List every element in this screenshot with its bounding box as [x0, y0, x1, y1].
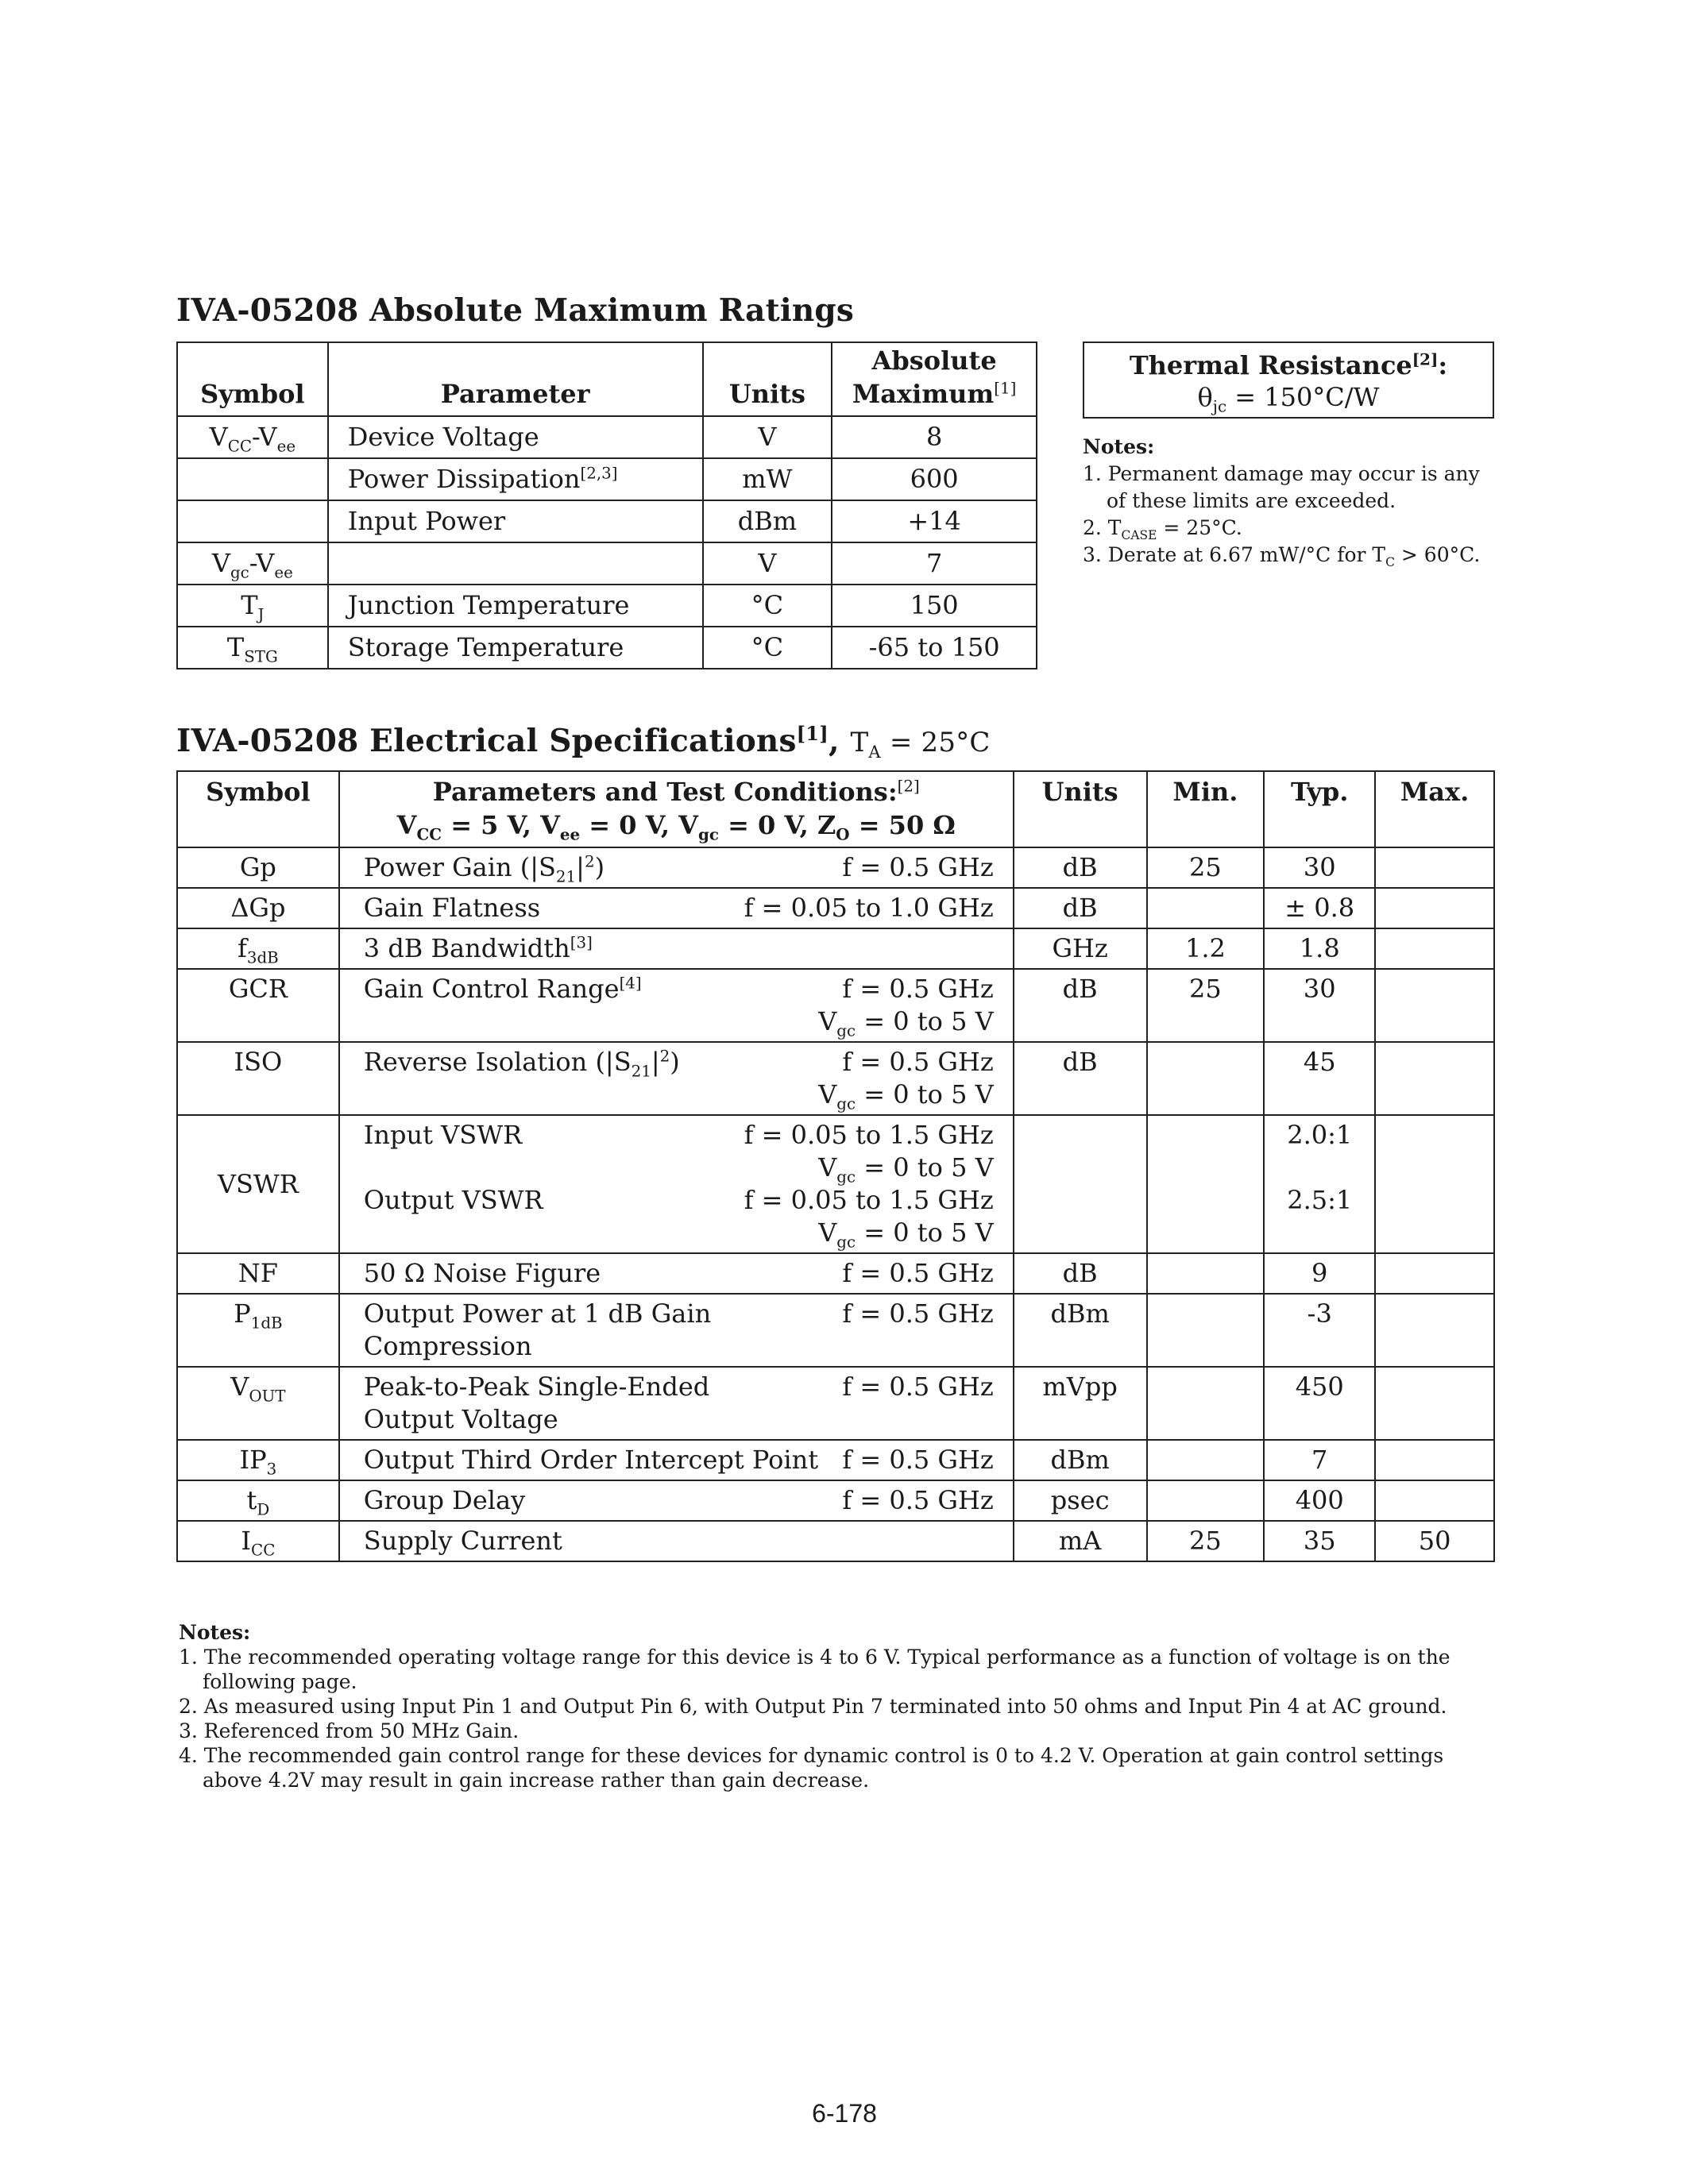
es-min: 25	[1147, 847, 1265, 888]
table-row	[177, 585, 1037, 627]
es-symbol: NF	[177, 1253, 339, 1294]
es-units: GHz	[1014, 928, 1147, 969]
es-typ: 450	[1264, 1367, 1375, 1440]
es-typ: ± 0.8	[1264, 888, 1375, 928]
es-parameter: Output Third Order Intercept Point f = 0.5 GHz	[339, 1440, 1014, 1480]
es-units: dB	[1014, 888, 1147, 928]
es-symbol: $f_{3dB}$	[177, 928, 339, 969]
es-min: 25	[1147, 1521, 1265, 1561]
es-max	[1375, 1115, 1494, 1253]
es-min	[1147, 1253, 1265, 1294]
amr-parameter: Device Voltage	[328, 416, 703, 458]
es-max	[1375, 1253, 1494, 1294]
amr-notes	[1083, 434, 1496, 569]
amr-symbol: $T_{STG}$	[177, 627, 328, 669]
amr-value: 7	[832, 542, 1037, 585]
es-symbol: ΔGp	[177, 888, 339, 928]
thermal-resistance-box	[1083, 341, 1494, 419]
es-parameter: Gain Flatness f = 0.05 to 1.0 GHz	[339, 888, 1014, 928]
es-units	[1014, 1115, 1147, 1253]
table-row	[177, 458, 1037, 500]
es-note-2: 2. As measured using Input Pin 1 and Output Pin 6, with Output Pin 7 terminated into 50 ohms and Input Pin 4 at AC ground.	[179, 1695, 1447, 1718]
amr-symbol	[177, 500, 328, 542]
amr-units: V	[703, 542, 832, 585]
electrical-specifications-table	[176, 770, 1495, 1562]
es-typ: 7	[1264, 1440, 1375, 1480]
es-max	[1375, 928, 1494, 969]
es-min: 25	[1147, 969, 1265, 1042]
es-parameter: Group Delay f = 0.5 GHz	[339, 1480, 1014, 1521]
es-symbol: GCR	[177, 969, 339, 1042]
amr-parameter: Junction Temperature	[328, 585, 703, 627]
es-parameter: Output Power at 1 dB Gain f = 0.5 GHz Compression	[339, 1294, 1014, 1367]
es-header-symbol: Symbol	[177, 771, 339, 847]
es-parameter: Peak-to-Peak Single-Ended f = 0.5 GHz Output Voltage	[339, 1367, 1014, 1440]
table-row	[177, 627, 1037, 669]
table-row	[177, 416, 1037, 458]
es-header-units: Units	[1014, 771, 1147, 847]
absolute-maximum-ratings-table	[176, 341, 1037, 669]
es-symbol: $IP_3$	[177, 1440, 339, 1480]
es-symbol: $I_{CC}$	[177, 1521, 339, 1561]
table-row	[177, 1480, 1494, 1521]
amr-units: V	[703, 416, 832, 458]
es-units: dBm	[1014, 1294, 1147, 1367]
amr-header-row	[177, 342, 1037, 416]
es-header-typ: Typ.	[1264, 771, 1375, 847]
page-number: 6-178	[812, 2099, 877, 2128]
es-units: dBm	[1014, 1440, 1147, 1480]
es-min: 1.2	[1147, 928, 1265, 969]
es-max	[1375, 1480, 1494, 1521]
es-note-4: 4. The recommended gain control range for these devices for dynamic control is 0 to 4.2 V. Operation at gain control settings above 4.2V may result in gain increase rather than gain decrease.	[179, 1744, 1444, 1792]
table-row	[177, 847, 1494, 888]
es-min	[1147, 1480, 1265, 1521]
table-row	[177, 1115, 1494, 1253]
amr-note-3: 3. Derate at 6.67 mW/°C for $T_C > 60^\circ C$.	[1083, 543, 1481, 569]
amr-header-absolute-maximum: Absolute Maximum[1]	[832, 342, 1037, 416]
es-typ: 9	[1264, 1253, 1375, 1294]
amr-header-units: Units	[703, 342, 832, 416]
amr-notes-heading: Notes:	[1083, 435, 1155, 458]
table-row	[177, 888, 1494, 928]
es-typ: 35	[1264, 1521, 1375, 1561]
es-typ: -3	[1264, 1294, 1375, 1367]
es-symbol: ISO	[177, 1042, 339, 1115]
table-row	[177, 1440, 1494, 1480]
es-typ: 2.0:1 2.5:1	[1264, 1115, 1375, 1253]
es-units: dB	[1014, 969, 1147, 1042]
es-min	[1147, 1367, 1265, 1440]
amr-value: 8	[832, 416, 1037, 458]
amr-units: mW	[703, 458, 832, 500]
es-max	[1375, 847, 1494, 888]
amr-symbol: $V_{gc}-V_{ee}$	[177, 542, 328, 585]
es-parameter: Gain Control Range[4] f = 0.5 GHz $V_{gc} = 0$ to 5 V	[339, 969, 1014, 1042]
es-notes	[179, 1620, 1497, 1792]
amr-parameter: Storage Temperature	[328, 627, 703, 669]
amr-note-2: 2. $T_{CASE} = 25^\circ C$.	[1083, 516, 1242, 542]
es-note-1: 1. The recommended operating voltage range for this device is 4 to 6 V. Typical performance as a function of voltage is on the following page.	[179, 1646, 1450, 1693]
amr-value: 600	[832, 458, 1037, 500]
es-title: IVA-05208 Electrical Specifications[1], $T_A = 25^\circ C$	[176, 722, 991, 762]
es-note-3: 3. Referenced from 50 MHz Gain.	[179, 1719, 520, 1742]
es-max	[1375, 1440, 1494, 1480]
es-max	[1375, 1042, 1494, 1115]
amr-units: °C	[703, 627, 832, 669]
es-min	[1147, 1115, 1265, 1253]
table-row	[177, 1367, 1494, 1440]
thermal-resistance-value: $\theta_{jc} = 150^\circ C/W$	[1197, 382, 1380, 416]
es-symbol: VSWR	[177, 1115, 339, 1253]
amr-value: +14	[832, 500, 1037, 542]
es-symbol: Gp	[177, 847, 339, 888]
amr-value: -65 to 150	[832, 627, 1037, 669]
es-min	[1147, 888, 1265, 928]
es-max: 50	[1375, 1521, 1494, 1561]
es-units: dB	[1014, 1253, 1147, 1294]
es-symbol: $t_D$	[177, 1480, 339, 1521]
es-units: dB	[1014, 1042, 1147, 1115]
es-units: psec	[1014, 1480, 1147, 1521]
es-max	[1375, 1367, 1494, 1440]
es-units: mVpp	[1014, 1367, 1147, 1440]
es-parameter: Input VSWR f = 0.05 to 1.5 GHz $V_{gc} = 0$ to 5 V Output VSWR f = 0.05 to 1.5 GHz $V_{gc} = 0$ to 5 V	[339, 1115, 1014, 1253]
amr-symbol	[177, 458, 328, 500]
table-row	[177, 1253, 1494, 1294]
es-typ: 30	[1264, 847, 1375, 888]
es-parameter: Power Gain $(|S_{21}|^2)$ f = 0.5 GHz	[339, 847, 1014, 888]
es-min	[1147, 1294, 1265, 1367]
amr-parameter	[328, 542, 703, 585]
es-parameter: Supply Current	[339, 1521, 1014, 1561]
es-header-row	[177, 771, 1494, 847]
es-typ: 30	[1264, 969, 1375, 1042]
es-max	[1375, 969, 1494, 1042]
table-row	[177, 1294, 1494, 1367]
es-typ: 1.8	[1264, 928, 1375, 969]
es-parameter: 3 dB Bandwidth[3]	[339, 928, 1014, 969]
es-symbol: $V_{OUT}$	[177, 1367, 339, 1440]
es-min	[1147, 1440, 1265, 1480]
es-parameter: 50 Ω Noise Figure f = 0.5 GHz	[339, 1253, 1014, 1294]
amr-units: °C	[703, 585, 832, 627]
table-row	[177, 542, 1037, 585]
es-typ: 400	[1264, 1480, 1375, 1521]
es-max	[1375, 888, 1494, 928]
amr-units: dBm	[703, 500, 832, 542]
es-min	[1147, 1042, 1265, 1115]
table-row	[177, 928, 1494, 969]
table-row	[177, 969, 1494, 1042]
es-header-max: Max.	[1375, 771, 1494, 847]
amr-header-parameter: Parameter	[328, 342, 703, 416]
es-notes-heading: Notes:	[179, 1621, 251, 1644]
table-row	[177, 500, 1037, 542]
thermal-resistance-title: Thermal Resistance[2]:	[1129, 349, 1448, 380]
es-header-parameters: Parameters and Test Conditions:[2] $V_{CC} = 5$ V, $V_{ee} = 0$ V, $V_{gc} = 0$ V, $Z_O = 50$ Ω	[339, 771, 1014, 847]
amr-title: IVA-05208 Absolute Maximum Ratings	[176, 292, 855, 329]
amr-header-symbol: Symbol	[177, 342, 328, 416]
table-row	[177, 1042, 1494, 1115]
es-symbol: $P_{1dB}$	[177, 1294, 339, 1367]
amr-symbol: $V_{CC}-V_{ee}$	[177, 416, 328, 458]
es-typ: 45	[1264, 1042, 1375, 1115]
amr-parameter: Input Power	[328, 500, 703, 542]
es-header-min: Min.	[1147, 771, 1265, 847]
amr-note-1: 1. Permanent damage may occur is any of these limits are exceeded.	[1083, 462, 1480, 512]
es-parameter: Reverse Isolation $(|S_{21}|^2)$ f = 0.5 GHz $V_{gc} = 0$ to 5 V	[339, 1042, 1014, 1115]
es-max	[1375, 1294, 1494, 1367]
es-units: mA	[1014, 1521, 1147, 1561]
table-row	[177, 1521, 1494, 1561]
amr-symbol: $T_J$	[177, 585, 328, 627]
amr-parameter: Power Dissipation[2,3]	[328, 458, 703, 500]
es-units: dB	[1014, 847, 1147, 888]
amr-value: 150	[832, 585, 1037, 627]
